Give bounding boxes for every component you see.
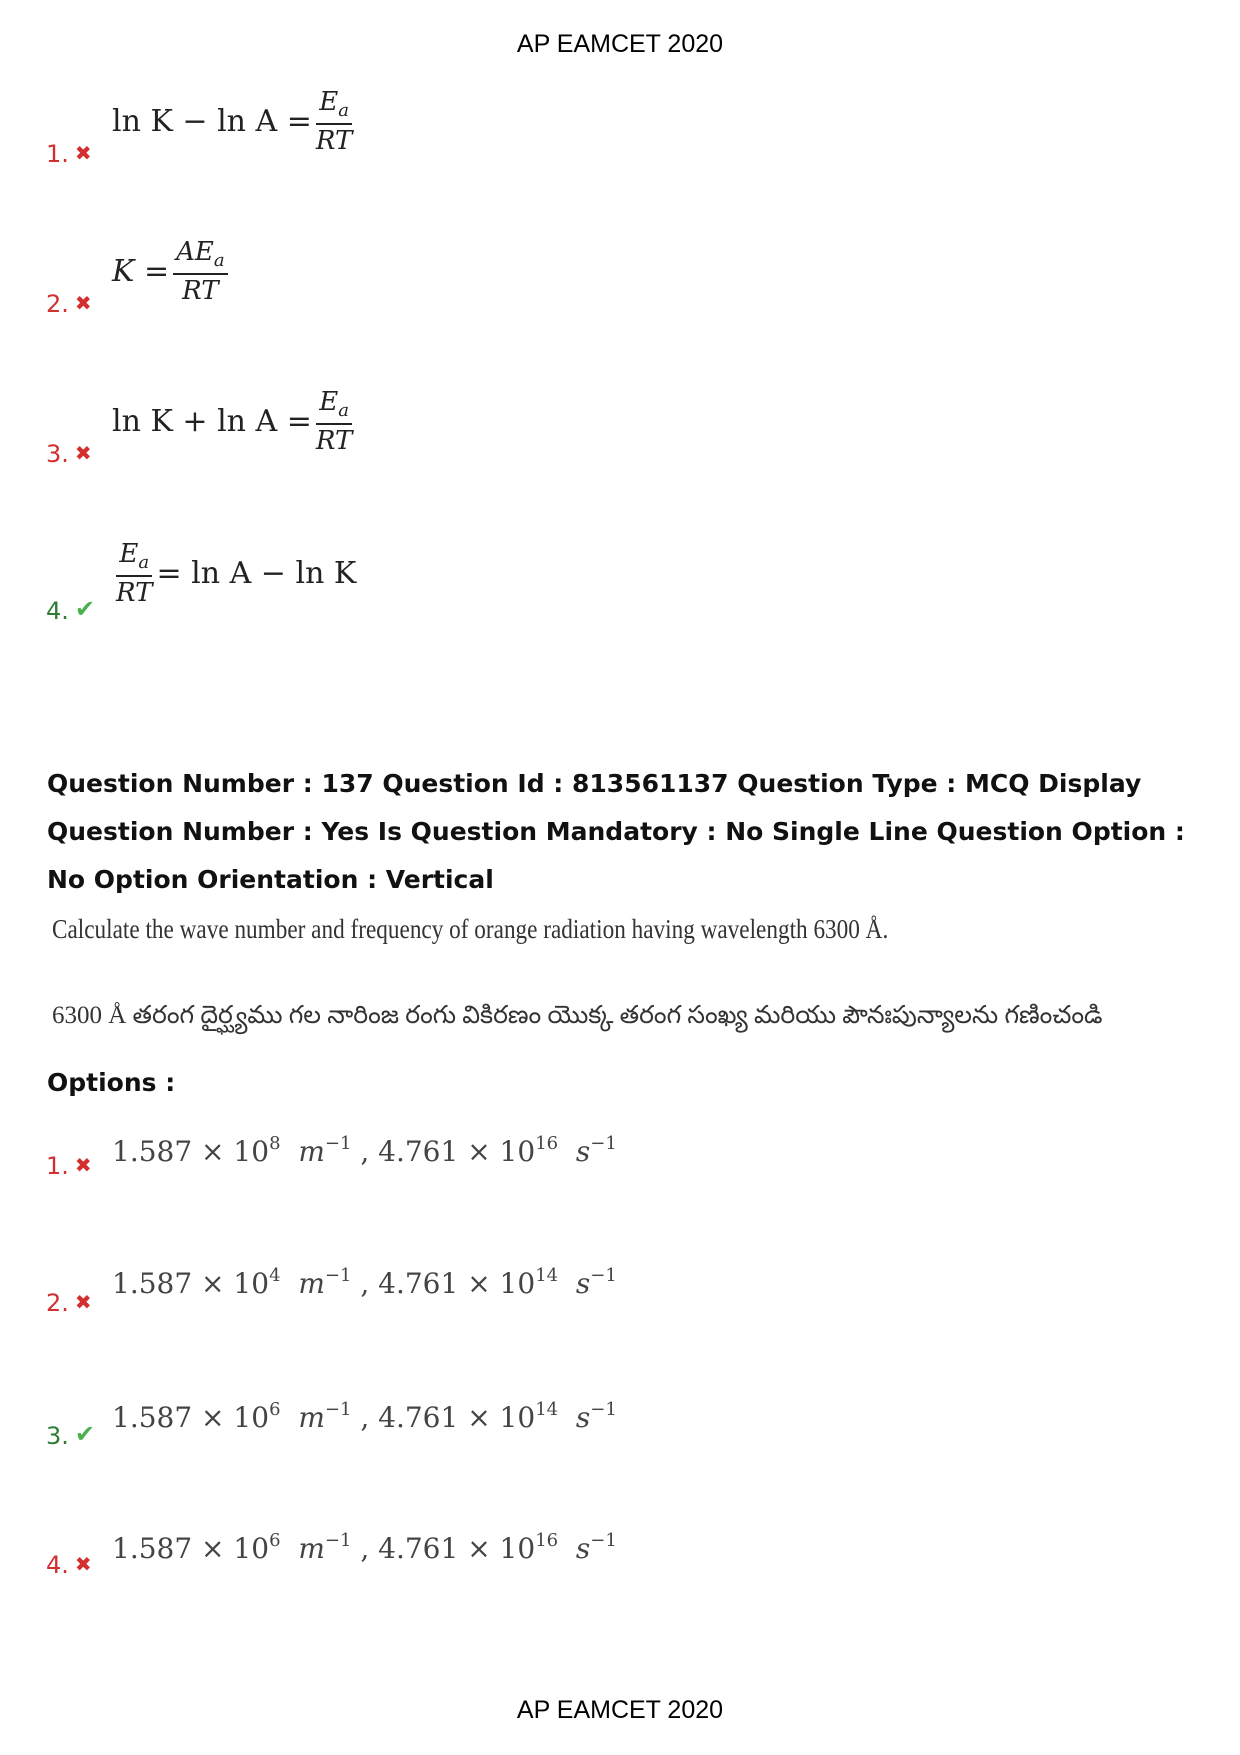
cross-icon: ✖ <box>74 1552 92 1576</box>
separator: , <box>351 1401 379 1434</box>
frequency-mantissa: 4.761 × 10 <box>378 1135 536 1168</box>
prev-option-2-formula <box>112 238 232 306</box>
cross-icon: ✖ <box>74 291 92 315</box>
frequency-exponent: 14 <box>535 1399 559 1420</box>
fraction <box>116 540 152 608</box>
check-icon: ✔ <box>74 595 96 623</box>
prev-option-4-formula <box>112 540 356 608</box>
question-text-telugu: 6300 Å తరంగ దైర్ఘ్యము గల నారింజ రంగు వికిరణం యొక్క తరంగ సంఖ్య మరియు పౌనఃపున్యాలను గణించండి <box>52 1002 1103 1029</box>
wave-number-unit-exponent: −1 <box>324 1530 352 1551</box>
option-3-label <box>46 1420 95 1450</box>
question-meta: Question Number : 137 Question Id : 813561137 Question Type : MCQ Display Question Number : Yes Is Question Mandatory : No Single Line Question Option : No Option Orientation : Vertical <box>47 769 1185 894</box>
wave-number-mantissa: 1.587 × 10 <box>112 1532 270 1565</box>
option-number: 2. <box>46 1289 69 1317</box>
frequency-unit: s <box>575 1532 591 1565</box>
cross-icon: ✖ <box>74 441 92 465</box>
cross-icon: ✖ <box>74 141 92 165</box>
fraction-subscript: a <box>213 250 225 272</box>
wave-number-exponent: 8 <box>269 1133 281 1154</box>
options-label: Options : <box>47 1068 176 1097</box>
prev-option-4-label <box>46 595 95 625</box>
wave-number-unit-exponent: −1 <box>324 1399 352 1420</box>
fraction-subscript: a <box>338 100 349 122</box>
check-icon: ✔ <box>74 1420 96 1448</box>
page-footer: AP EAMCET 2020 <box>516 1696 724 1724</box>
frequency-mantissa: 4.761 × 10 <box>378 1401 536 1434</box>
prev-option-3-label <box>46 440 92 468</box>
fraction <box>316 88 352 156</box>
formula-text: ln K − ln A = <box>112 104 312 140</box>
frequency-exponent: 16 <box>535 1133 559 1154</box>
wave-number-exponent: 6 <box>269 1399 281 1420</box>
option-number: 3. <box>46 1422 69 1450</box>
formula-text: ln K + ln A = <box>112 404 312 440</box>
frequency-unit-exponent: −1 <box>590 1133 617 1154</box>
frequency-unit: s <box>575 1401 591 1434</box>
fraction <box>173 238 228 306</box>
fraction-subscript: a <box>338 400 349 422</box>
fraction-numerator: AE <box>176 237 214 267</box>
fraction <box>316 388 352 456</box>
formula-text: K = <box>112 254 170 290</box>
option-number: 1. <box>46 140 69 168</box>
option-number: 4. <box>46 597 69 625</box>
fraction-numerator: E <box>319 87 339 117</box>
fraction-denominator: RT <box>315 125 353 156</box>
question-text-english: Calculate the wave number and frequency of orange radiation having wavelength 6300 Å. <box>52 914 889 944</box>
separator: , <box>351 1532 379 1565</box>
prev-option-3-formula <box>112 388 356 456</box>
option-4-label <box>46 1551 92 1579</box>
formula-text: = ln A − ln K <box>156 556 357 592</box>
frequency-unit: s <box>575 1267 591 1300</box>
wave-number-unit: m <box>298 1267 325 1300</box>
frequency-exponent: 16 <box>535 1530 559 1551</box>
page-header: AP EAMCET 2020 <box>516 30 724 58</box>
prev-option-2-label <box>46 290 92 318</box>
wave-number-mantissa: 1.587 × 10 <box>112 1401 270 1434</box>
option-number: 1. <box>46 1152 69 1180</box>
fraction-denominator: RT <box>116 577 153 608</box>
frequency-unit: s <box>575 1135 591 1168</box>
frequency-unit-exponent: −1 <box>590 1530 617 1551</box>
option-3-value <box>112 1399 617 1434</box>
prev-option-1-formula <box>112 88 356 156</box>
option-number: 4. <box>46 1551 69 1579</box>
fraction-denominator: RT <box>315 425 353 456</box>
cross-icon: ✖ <box>74 1153 92 1177</box>
frequency-unit-exponent: −1 <box>590 1265 617 1286</box>
fraction-denominator: RT <box>182 275 219 306</box>
wave-number-unit-exponent: −1 <box>324 1265 352 1286</box>
option-number: 3. <box>46 440 69 468</box>
fraction-subscript: a <box>138 552 150 574</box>
separator: , <box>351 1135 379 1168</box>
wave-number-exponent: 4 <box>269 1265 281 1286</box>
wave-number-unit: m <box>298 1401 325 1434</box>
wave-number-unit: m <box>298 1532 325 1565</box>
wave-number-mantissa: 1.587 × 10 <box>112 1135 270 1168</box>
frequency-mantissa: 4.761 × 10 <box>378 1267 536 1300</box>
option-1-label <box>46 1152 92 1180</box>
option-2-value <box>112 1265 617 1300</box>
cross-icon: ✖ <box>74 1290 92 1314</box>
prev-option-1-label <box>46 140 92 168</box>
frequency-mantissa: 4.761 × 10 <box>378 1532 536 1565</box>
option-1-value <box>112 1133 617 1168</box>
option-4-value <box>112 1530 617 1565</box>
wave-number-unit: m <box>298 1135 325 1168</box>
separator: , <box>351 1267 379 1300</box>
wave-number-exponent: 6 <box>269 1530 281 1551</box>
wave-number-mantissa: 1.587 × 10 <box>112 1267 270 1300</box>
wave-number-unit-exponent: −1 <box>324 1133 352 1154</box>
option-number: 2. <box>46 290 69 318</box>
option-2-label <box>46 1289 92 1317</box>
fraction-numerator: E <box>119 539 139 569</box>
fraction-numerator: E <box>319 387 339 417</box>
frequency-unit-exponent: −1 <box>590 1399 617 1420</box>
frequency-exponent: 14 <box>535 1265 559 1286</box>
